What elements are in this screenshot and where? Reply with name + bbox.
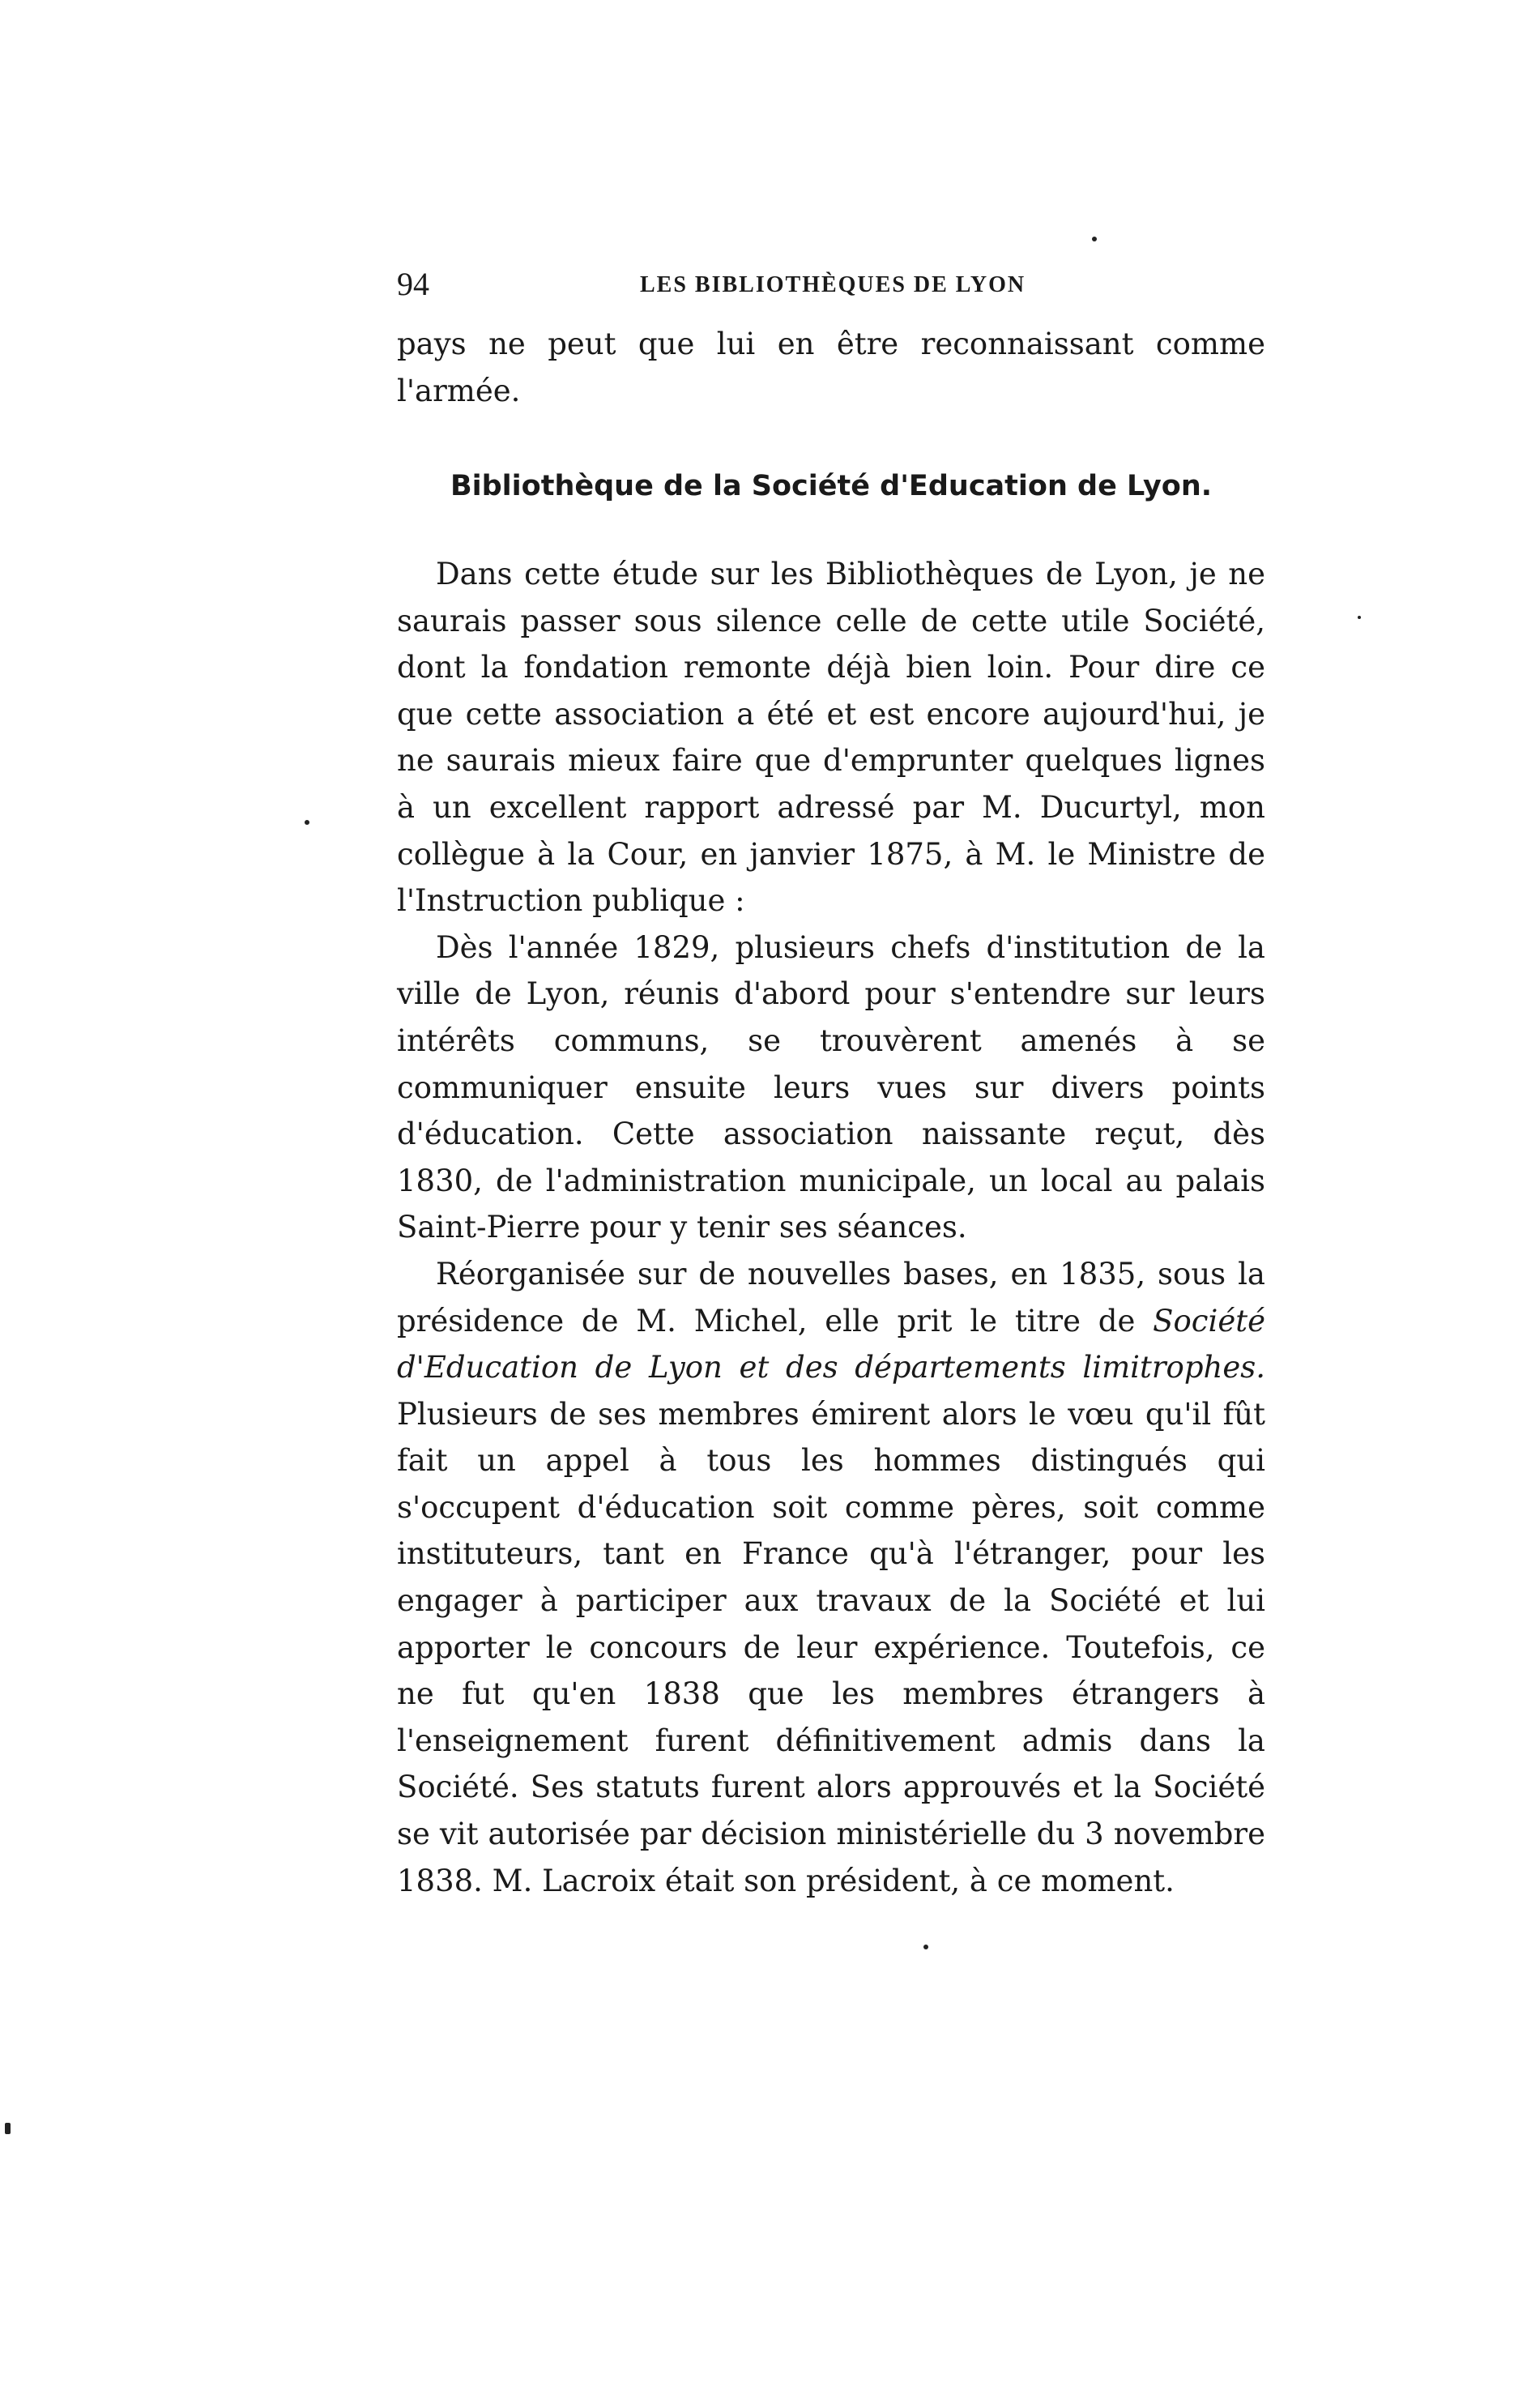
section-heading: Bibliothèque de la Société d'Education de Lyon. — [450, 470, 1213, 502]
paragraph-3-start: Réorganisée sur de nouvelles bases, en 1835, sous la présidence de M. Michel, elle prit le titre de — [397, 1256, 1265, 1338]
running-title: LES BIBLIOTHÈQUES DE LYON — [640, 272, 1026, 297]
intro-text — [397, 321, 1265, 414]
scan-speck — [1358, 616, 1361, 619]
paragraph-3-end: Plusieurs de ses membres émirent alors le vœu qu'il fût fait un appel à tous les hommes distingués qui s'occupent d'éducation soit comme pères, soit comme instituteurs, tant en France qu'à l'étranger, pour les engager à participer aux travaux de la Société et lui apporter le concours de leur expérience. Toutefois, ce ne fut qu'en 1838 que les membres étrangers à l'enseignement furent définitivement admis dans la Société. Ses statuts furent alors approuvés et la Société se vit autorisée par décision ministérielle du 3 novembre 1838. M. Lacroix était son président, à ce moment. — [397, 1396, 1265, 1898]
body-text — [397, 551, 1265, 1904]
intro-line: pays ne peut que lui en être reconnaissant comme — [397, 327, 1265, 361]
scan-speck — [923, 1945, 928, 1949]
scan-speck — [305, 820, 309, 825]
paragraph-1: Dans cette étude sur les Bibliothèques de Lyon, je ne saurais passer sous silence celle de cette utile Société, dont la fondation remonte déjà bien loin. Pour dire ce que cette association a été et est encore aujourd'hui, je ne saurais mieux faire que d'emprunter quelques lignes à un excellent rapport adressé par M. Ducurtyl, mon collègue à la Cour, en janvier 1875, à M. le Ministre de l'Instruction publique : — [397, 557, 1265, 919]
page-number: 94 — [397, 266, 429, 302]
society-name-italic: Société d'Education de Lyon et des départements limitrophes. — [397, 1303, 1265, 1385]
paragraph-2: Dès l'année 1829, plusieurs chefs d'institution de la ville de Lyon, réunis d'abord pour s'entendre sur leurs intérêts communs, se trouvèrent amenés à se communiquer ensuite leurs vues sur divers points d'éducation. Cette association naissante reçut, dès 1830, de l'administration municipale, un local au palais Saint-Pierre pour y tenir ses séances. — [397, 929, 1265, 1245]
running-header — [397, 264, 1247, 305]
scan-speck — [5, 2123, 11, 2134]
paragraph-3 — [397, 1251, 1265, 1904]
scan-speck — [1092, 237, 1097, 241]
intro-line: l'armée. — [397, 373, 521, 408]
